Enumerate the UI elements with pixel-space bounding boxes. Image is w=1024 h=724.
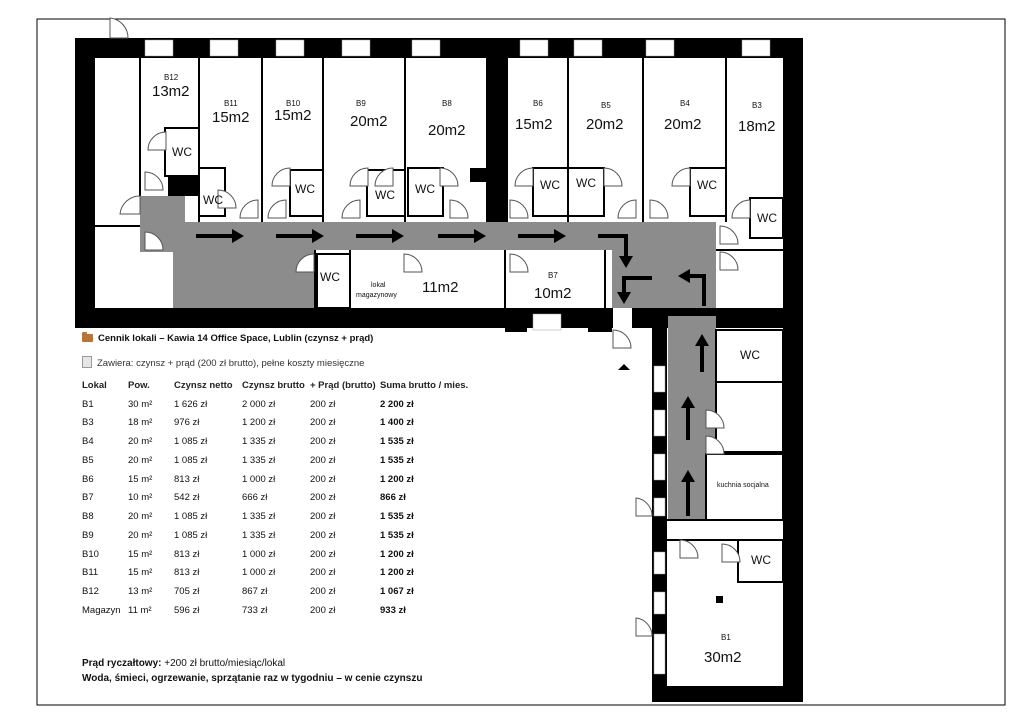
table-cell: 2 200 zł [380, 398, 414, 410]
wall [783, 38, 803, 328]
col-header-total: Suma brutto / mies. [380, 379, 469, 391]
wall [632, 308, 803, 328]
power-note-label: Prąd ryczałtowy: [82, 658, 162, 669]
door-swing [440, 168, 458, 186]
table-row [82, 564, 480, 583]
room-area-b5: 20m2 [586, 116, 624, 133]
wc-label: WC [576, 176, 596, 190]
room-area-b1: 30m2 [704, 649, 742, 666]
table-cell: 15 m² [128, 473, 153, 485]
wc-label: WC [697, 178, 717, 192]
window [533, 314, 561, 330]
table-cell: 542 zł [174, 492, 200, 504]
door-swing [145, 172, 163, 190]
table-cell: 30 m² [128, 398, 153, 410]
table-cell: 1 085 zł [174, 511, 208, 523]
table-cell: 20 m² [128, 436, 153, 448]
wc-box [690, 168, 726, 216]
table-cell: 11 m² [128, 604, 152, 616]
door-swing [510, 254, 528, 272]
room-area-b7: 10m2 [534, 285, 572, 302]
table-cell: 1 335 zł [242, 454, 276, 466]
room-id-b12: B12 [164, 73, 179, 82]
room-id-b8: B8 [442, 99, 452, 108]
power-note [82, 656, 422, 671]
table-cell: 1 535 zł [380, 529, 414, 541]
room-area-b10: 15m2 [274, 107, 312, 124]
window [654, 454, 665, 480]
table-cell: 1 085 zł [174, 529, 208, 541]
window [342, 40, 370, 56]
price-list-subtitle-row [82, 356, 364, 369]
table-cell: 15 m² [128, 567, 153, 579]
col-header-power: + Prąd (brutto) [310, 379, 376, 391]
wc-label: WC [540, 178, 560, 192]
door-swing [240, 200, 258, 218]
table-cell: 1 200 zł [380, 548, 414, 560]
price-table [82, 376, 480, 620]
table-cell: 200 zł [310, 529, 336, 541]
wc-label: WC [740, 348, 760, 362]
table-cell: 1 335 zł [242, 436, 276, 448]
wall [505, 316, 527, 332]
room-id-b1: B1 [721, 633, 731, 642]
room-id-b7: B7 [548, 271, 558, 280]
wall [75, 308, 613, 328]
col-header-area: Pow. [128, 379, 150, 391]
table-cell: 705 zł [174, 586, 200, 598]
door-swing [613, 330, 631, 348]
table-row [82, 414, 480, 433]
table-cell: B6 [82, 473, 94, 485]
door-swing [636, 498, 652, 516]
door-swing [148, 132, 166, 150]
door-swing [618, 200, 636, 218]
table-cell: 813 zł [174, 473, 200, 485]
room-id-b9: B9 [356, 99, 366, 108]
table-cell: 733 zł [242, 604, 268, 616]
room-id-b6: B6 [533, 99, 543, 108]
table-cell: 200 zł [310, 473, 336, 485]
table-cell: 1 335 zł [242, 511, 276, 523]
room-id-b4: B4 [680, 99, 690, 108]
table-cell: 20 m² [128, 511, 153, 523]
table-cell: 976 zł [174, 417, 200, 429]
window [654, 410, 665, 436]
storage-label-line2: magazynowy [356, 292, 397, 299]
price-list-title-row [82, 333, 373, 344]
wc-label: WC [172, 145, 192, 159]
window [654, 366, 665, 392]
table-cell: 20 m² [128, 454, 153, 466]
table-cell: 15 m² [128, 548, 153, 560]
wc-label: WC [203, 193, 223, 207]
table-cell: 200 zł [310, 492, 336, 504]
table-cell: B3 [82, 417, 94, 429]
table-cell: 200 zł [310, 511, 336, 523]
room-area-b4: 20m2 [664, 116, 702, 133]
table-cell: B12 [82, 586, 99, 598]
window [520, 40, 548, 56]
door-swing [350, 168, 368, 186]
table-row [82, 507, 480, 526]
table-cell: 1 085 zł [174, 436, 208, 448]
wc-label: WC [415, 182, 435, 196]
door-swing [732, 200, 750, 218]
table-cell: B9 [82, 529, 94, 541]
door-swing [720, 226, 738, 244]
door-swing [680, 540, 698, 558]
door-swing [110, 18, 128, 38]
table-cell: 1 200 zł [380, 473, 414, 485]
window [145, 40, 173, 56]
table-cell: 813 zł [174, 548, 200, 560]
table-header-row [82, 376, 480, 395]
table-cell: B5 [82, 454, 94, 466]
table-row [82, 582, 480, 601]
storage-label-line1: lokal [371, 282, 386, 289]
table-cell: 1 000 zł [242, 567, 276, 579]
table-cell: 1 000 zł [242, 473, 276, 485]
table-cell: 666 zł [242, 492, 268, 504]
table-cell: B8 [82, 511, 94, 523]
col-header-net-rent: Czynsz netto [174, 379, 233, 391]
wc-label: WC [295, 182, 315, 196]
table-cell: 200 zł [310, 398, 336, 410]
door-swing [672, 168, 690, 186]
window [210, 40, 238, 56]
room-area-b8: 20m2 [428, 122, 466, 139]
table-cell: 1 085 zł [174, 454, 208, 466]
door-swing [272, 168, 290, 186]
table-cell: 813 zł [174, 567, 200, 579]
door-swing [450, 200, 468, 218]
table-cell: 1 200 zł [380, 567, 414, 579]
table-cell: B10 [82, 548, 99, 560]
table-cell: 10 m² [128, 492, 153, 504]
table-cell: 200 zł [310, 567, 336, 579]
table-cell: 1 000 zł [242, 548, 276, 560]
table-row [82, 451, 480, 470]
table-cell: 1 535 zł [380, 454, 414, 466]
room-area-b3: 18m2 [738, 118, 776, 135]
table-row [82, 432, 480, 451]
table-cell: 18 m² [128, 417, 153, 429]
door-swing [404, 254, 422, 272]
wall [75, 38, 95, 328]
wall [486, 58, 508, 222]
window [646, 40, 674, 56]
wc-label: WC [757, 211, 777, 225]
room-box [716, 382, 783, 452]
window [654, 498, 665, 516]
included-note [82, 671, 422, 686]
room-area-b9: 20m2 [350, 113, 388, 130]
table-cell: 1 535 zł [380, 436, 414, 448]
room-id-b11: B11 [224, 99, 238, 108]
price-notes [82, 656, 422, 686]
wc-label: WC [320, 270, 340, 284]
table-cell: 1 626 zł [174, 398, 208, 410]
table-cell: 200 zł [310, 417, 336, 429]
door-swing [720, 252, 738, 270]
door-swing [342, 200, 360, 218]
room-area-b6: 15m2 [515, 116, 553, 133]
wall [652, 686, 803, 702]
room-id-b5: B5 [601, 101, 611, 110]
door-swing [636, 618, 652, 636]
col-header-gross-rent: Czynsz brutto [242, 379, 305, 391]
window [742, 40, 770, 56]
price-list-title: Cennik lokali – Kawia 14 Office Space, Lublin (czynsz + prąd) [98, 333, 374, 344]
wall [588, 316, 612, 332]
document-icon [82, 356, 92, 368]
table-row [82, 395, 480, 414]
table-cell: 200 zł [310, 586, 336, 598]
table-row [82, 489, 480, 508]
table-cell: B4 [82, 436, 94, 448]
table-cell: B7 [82, 492, 94, 504]
folder-icon [82, 334, 93, 342]
table-cell: Magazyn [82, 604, 121, 616]
table-cell: 866 zł [380, 492, 406, 504]
window [276, 40, 304, 56]
table-row [82, 526, 480, 545]
table-row [82, 545, 480, 564]
wc-box [533, 168, 568, 216]
door-swing [515, 168, 533, 186]
window [654, 634, 665, 674]
room-area-b12: 13m2 [152, 83, 190, 100]
table-row [82, 601, 480, 620]
wc-label: WC [375, 188, 395, 202]
table-cell: 1 200 zł [242, 417, 276, 429]
table-row [82, 470, 480, 489]
window [574, 40, 602, 56]
table-cell: 596 zł [174, 604, 200, 616]
table-cell: 1 535 zł [380, 511, 414, 523]
room-id-b10: B10 [286, 99, 301, 108]
table-cell: 1 335 zł [242, 529, 276, 541]
table-cell: B1 [82, 398, 94, 410]
table-cell: 1 067 zł [380, 586, 414, 598]
wc-label: WC [751, 553, 771, 567]
wall [783, 328, 803, 702]
kitchen-label: kuchnia socjalna [717, 482, 769, 489]
price-list-subtitle: Zawiera: czynsz + prąd (200 zł brutto), pełne koszty miesięczne [97, 358, 365, 369]
table-cell: 2 000 zł [242, 398, 276, 410]
window [654, 592, 665, 614]
table-cell: 13 m² [128, 586, 153, 598]
included-note-text: Woda, śmieci, ogrzewanie, sprzątanie raz w tygodniu – w cenie czynszu [82, 673, 423, 684]
table-cell: 200 zł [310, 604, 336, 616]
door-swing [510, 200, 528, 218]
table-cell: 200 zł [310, 548, 336, 560]
storage-area: 11m2 [422, 279, 459, 296]
table-cell: 200 zł [310, 436, 336, 448]
table-cell: 867 zł [242, 586, 268, 598]
table-cell: 20 m² [128, 529, 153, 541]
door-swing [604, 168, 622, 186]
table-cell: 933 zł [380, 604, 406, 616]
door-swing [120, 196, 140, 214]
power-note-text: +200 zł brutto/miesiąc/lokal [161, 658, 286, 669]
col-header-unit: Lokal [82, 379, 107, 391]
table-cell: 200 zł [310, 454, 336, 466]
room-area-b11: 15m2 [212, 109, 250, 126]
room-id-b3: B3 [752, 101, 762, 110]
door-swing [268, 200, 286, 218]
window [654, 552, 665, 574]
table-cell: 1 400 zł [380, 417, 414, 429]
window [412, 40, 440, 56]
table-cell: B11 [82, 567, 99, 579]
door-swing [650, 200, 668, 218]
